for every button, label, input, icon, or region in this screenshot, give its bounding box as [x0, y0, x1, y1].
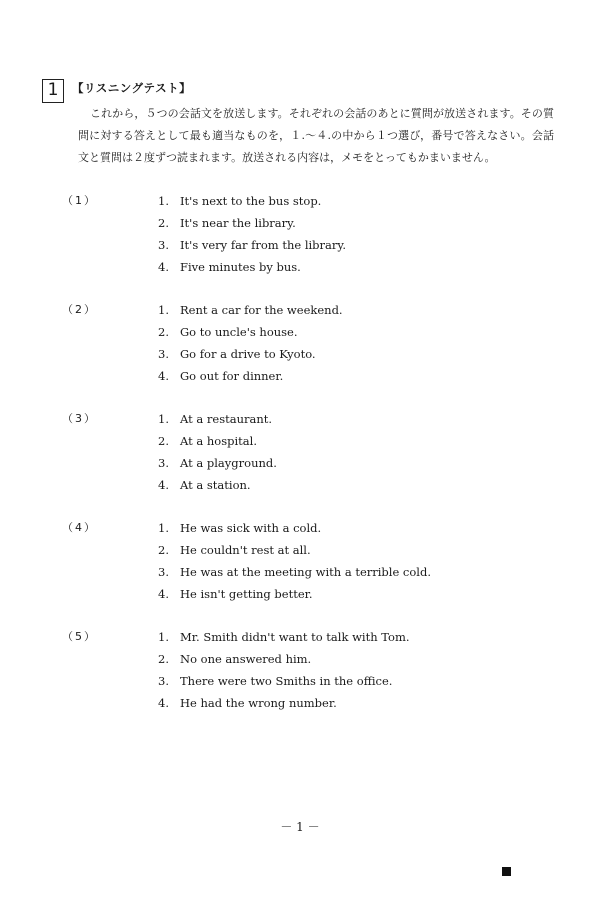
option-number: 1.	[158, 303, 169, 317]
answer-option	[158, 650, 558, 668]
option-number: 1.	[158, 521, 169, 535]
option-text: It's very far from the library.	[180, 238, 347, 252]
option-number: 3.	[158, 238, 169, 252]
option-number: 3.	[158, 347, 169, 361]
answer-option	[158, 585, 558, 603]
option-number: 4.	[158, 478, 169, 492]
option-number: 4.	[158, 587, 169, 601]
question-number: （2）	[62, 303, 97, 316]
instructions-text: これから，５つの会話文を放送します。それぞれの会話のあとに質問が放送されます。その質問に対する答えとして最も適当なものを，１.～４.の中から１つ選び，番号で答えなさい。会話文と質問は２度ずつ読まれます。放送される内容は，メモをとってもかまいません。	[78, 107, 554, 164]
question-3	[0, 410, 600, 510]
section-number-box: 1	[42, 79, 64, 103]
answer-option	[158, 236, 558, 254]
option-text: Go to uncle's house.	[180, 325, 298, 339]
option-text: Rent a car for the weekend.	[180, 303, 343, 317]
option-text: He had the wrong number.	[180, 696, 337, 710]
answer-option	[158, 563, 558, 581]
option-number: 3.	[158, 674, 169, 688]
option-text: He isn't getting better.	[180, 587, 313, 601]
option-text: Go out for dinner.	[180, 369, 284, 383]
option-text: Go for a drive to Kyoto.	[180, 347, 316, 361]
answer-option	[158, 476, 558, 494]
option-number: 2.	[158, 652, 169, 666]
option-text: Five minutes by bus.	[180, 260, 301, 274]
option-text: At a hospital.	[180, 434, 257, 448]
answer-option	[158, 454, 558, 472]
option-number: 3.	[158, 456, 169, 470]
option-text: He was sick with a cold.	[180, 521, 322, 535]
question-number: （5）	[62, 630, 97, 643]
answer-option	[158, 323, 558, 341]
question-2	[0, 301, 600, 401]
option-number: 4.	[158, 369, 169, 383]
option-text: It's near the library.	[180, 216, 296, 230]
option-number: 1.	[158, 194, 169, 208]
answer-option	[158, 301, 558, 319]
option-text: It's next to the bus stop.	[180, 194, 322, 208]
option-number: 3.	[158, 565, 169, 579]
option-number: 2.	[158, 543, 169, 557]
question-1	[0, 192, 600, 292]
answer-option	[158, 672, 558, 690]
answer-option	[158, 410, 558, 428]
option-text: At a restaurant.	[180, 412, 273, 426]
answer-option	[158, 345, 558, 363]
option-number: 4.	[158, 260, 169, 274]
question-4	[0, 519, 600, 619]
question-number: （1）	[62, 194, 97, 207]
option-text: Mr. Smith didn't want to talk with Tom.	[180, 630, 410, 644]
answer-option	[158, 628, 558, 646]
question-number: （3）	[62, 412, 97, 425]
answer-option	[158, 432, 558, 450]
answer-option	[158, 192, 558, 210]
option-number: 1.	[158, 630, 169, 644]
question-5	[0, 628, 600, 728]
answer-option	[158, 214, 558, 232]
option-number: 2.	[158, 434, 169, 448]
option-text: He couldn't rest at all.	[180, 543, 311, 557]
option-number: 1.	[158, 412, 169, 426]
option-text: There were two Smiths in the office.	[180, 674, 393, 688]
option-text: No one answered him.	[180, 652, 312, 666]
answer-option	[158, 694, 558, 712]
option-text: At a playground.	[180, 456, 277, 470]
option-number: 4.	[158, 696, 169, 710]
answer-option	[158, 541, 558, 559]
option-number: 2.	[158, 325, 169, 339]
answer-option	[158, 519, 558, 537]
option-text: He was at the meeting with a terrible cold.	[180, 565, 431, 579]
answer-option	[158, 258, 558, 276]
section-title: 【リスニングテスト】	[72, 81, 192, 95]
option-text: At a station.	[180, 478, 251, 492]
page-number: － 1 －	[280, 820, 320, 834]
registration-mark	[502, 867, 511, 876]
question-number: （4）	[62, 521, 97, 534]
answer-option	[158, 367, 558, 385]
option-number: 2.	[158, 216, 169, 230]
